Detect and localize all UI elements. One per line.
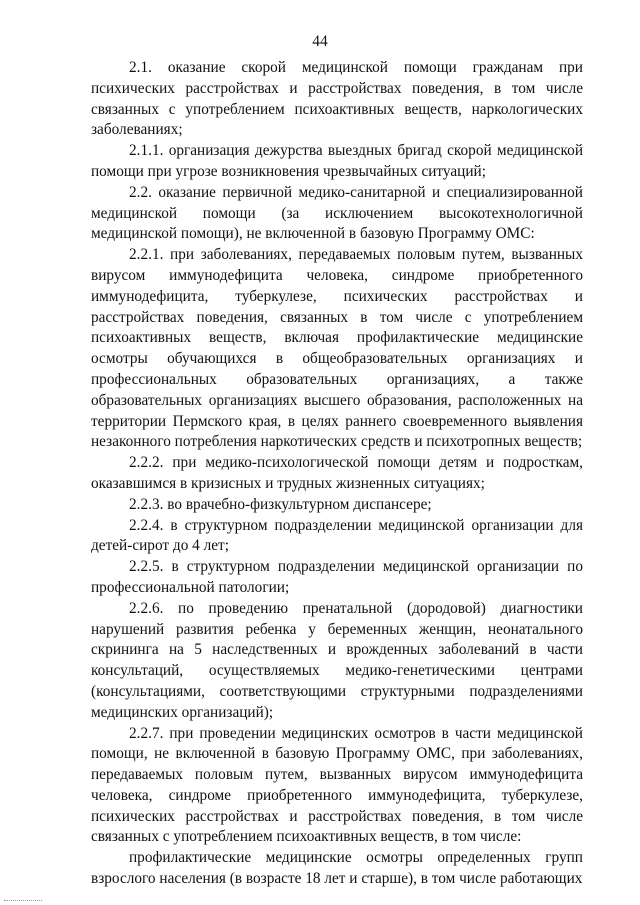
scan-edge-mark <box>4 900 42 902</box>
paragraph-2-2-5: 2.2.5. в структурном подразделении медицинской организации по профессиональной патологии; <box>91 558 583 596</box>
paragraph-preventive-exams: профилактические медицинские осмотры определенных групп взрослого населения (в возрасте 18 лет и старше), в том числе работающих <box>91 849 583 888</box>
document-body <box>91 58 583 890</box>
paragraph-2-2-3: 2.2.3. во врачебно-физкультурном диспансере; <box>129 495 432 513</box>
paragraph-2-2-1: 2.2.1. при заболеваниях, передаваемых половым путем, вызванных вирусом иммунодефицита человека, синдроме приобретенного иммунодефицита, туберкулезе, психических расстройствах и расстройствах поведения, связанных в том числе с употреблением психоактивных веществ, включая профилактические медицинские осмотры обучающихся в общеобразовательных организациях и профессиональных образовательных организациях, а также образовательных организациях высшего образования, расположенных на территории Пермского края, в целях раннего своевременного выявления незаконного потребления наркотических средств и психотропных веществ; <box>91 246 583 451</box>
paragraph-2-1: 2.1. оказание скорой медицинской помощи гражданам при психических расстройствах и расстройствах поведения, в том числе связанных с употреблением психоактивных веществ, наркологических заболеваниях; <box>91 59 583 139</box>
paragraph-2-2-4: 2.2.4. в структурном подразделении медицинской организации для детей-сирот до 4 лет; <box>91 516 583 555</box>
paragraph-2-2-7: 2.2.7. при проведении медицинских осмотров в части медицинской помощи, не включенной в базовую Программу ОМС, при заболеваниях, передаваемых половым путем, вызванных вирусом иммунодефицита человека, синдроме приобретенного иммунодефицита, туберкулезе, психических расстройствах и расстройствах поведения, в том числе связанных с употреблением психоактивных веществ, в том числе: <box>91 724 583 846</box>
page-number: 44 <box>312 33 328 50</box>
paragraph-2-2-2: 2.2.2. при медико-психологической помощи детям и подросткам, оказавшимся в кризисных и трудных жизненных ситуациях; <box>91 454 583 492</box>
paragraph-2-2: 2.2. оказание первичной медико-санитарной и специализированной медицинской помощи (за исключением высокотехнологичной медицинской помощи), не включенной в базовую Программу ОМС: <box>91 183 583 243</box>
paragraph-2-2-6: 2.2.6. по проведению пренатальной (дородовой) диагностики нарушений развития ребенка у беременных женщин, неонатального скрининга на 5 наследственных и врожденных заболеваний в части консультаций, осуществляемых медико-генетическими центрами (консультациями, соответствующими структурными подразделениями медицинских организаций); <box>91 599 583 721</box>
paragraph-2-1-1: 2.1.1. организация дежурства выездных бригад скорой медицинской помощи при угрозе возникновения чрезвычайных ситуаций; <box>91 142 583 180</box>
